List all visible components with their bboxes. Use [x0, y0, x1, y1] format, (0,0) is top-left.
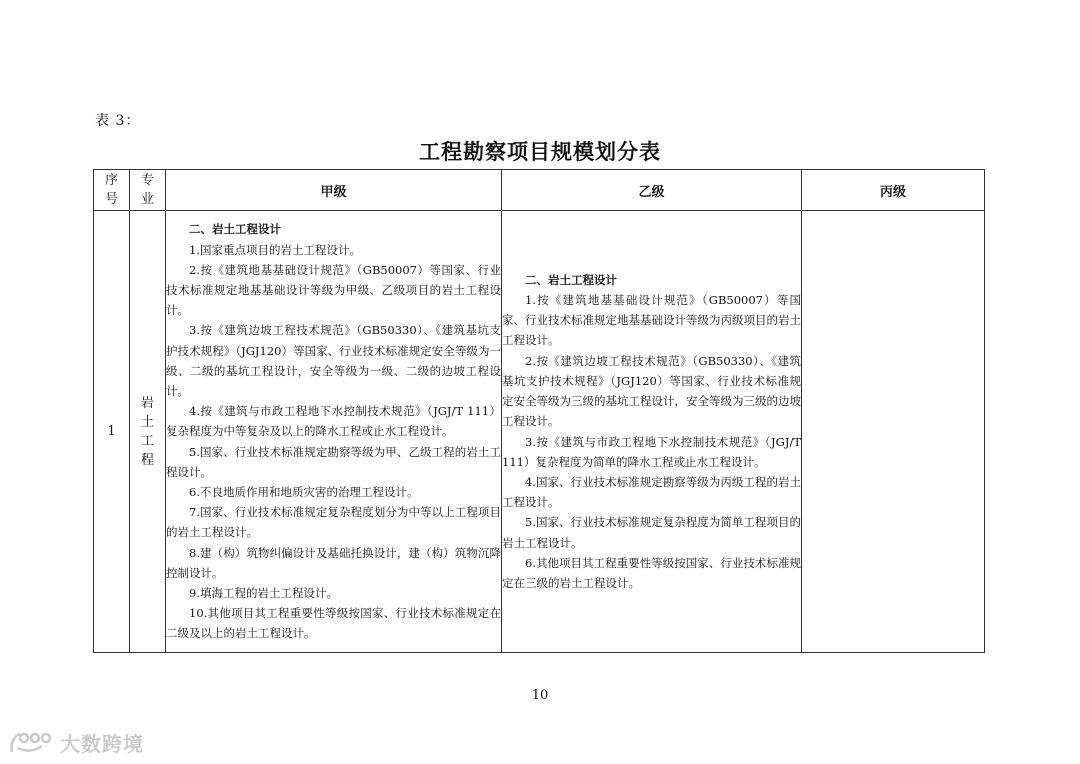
table-label: 表 3： [95, 113, 141, 129]
watermark-text: 大数跨境 [60, 732, 144, 756]
list-item: 1.按《建筑地基基础设计规范》（GB50007）等国家、行业技术标准规定地基基础设计等级为丙级项目的岩土工程设计。 [502, 293, 801, 348]
list-item: 4.按《建筑与市政工程地下水控制技术规范》（JGJ/T 111）复杂程度为中等复杂及以上的降水工程或止水工程设计。 [166, 404, 501, 439]
table-header-row [94, 170, 985, 211]
list-item: 8.建（构）筑物纠偏设计及基础托换设计，建（构）筑物沉降控制设计。 [166, 545, 501, 580]
grade-b-content [502, 270, 801, 593]
header-specialty: 专业 [130, 170, 166, 211]
cell-grade-b [502, 211, 802, 653]
scale-classification-table [93, 169, 985, 653]
header-grade-a: 甲级 [166, 170, 502, 211]
list-item: 3.按《建筑边坡工程技术规范》（GB50330）、《建筑基坑支护技术规程》（JGJ120）等国家、行业技术标准规定安全等级为一级、二级的基坑工程设计，安全等级为一级、二级的边坡工程设计。 [166, 323, 501, 398]
list-item: 3.按《建筑与市政工程地下水控制技术规范》（JGJ/T 111）复杂程度为简单的降水工程或止水工程设计。 [502, 434, 801, 469]
list-item: 6.不良地质作用和地质灾害的治理工程设计。 [189, 485, 419, 499]
page-title: 工程勘察项目规模划分表 [419, 140, 661, 164]
list-item: 6.其他项目其工程重要性等级按国家、行业技术标准规定在三级的岩土工程设计。 [502, 555, 801, 590]
list-item: 4.国家、行业技术标准规定勘察等级为丙级工程的岩土工程设计。 [502, 474, 801, 510]
cell-seq: 1 [94, 211, 130, 653]
cell-specialty: 岩土工程 [130, 211, 166, 653]
table-row [94, 211, 985, 653]
cell-grade-a [166, 211, 502, 653]
list-item: 5.国家、行业技术标准规定复杂程度为简单工程项目的岩土工程设计。 [502, 515, 801, 550]
list-item: 7.国家、行业技术标准规定复杂程度划分为中等以上工程项目的岩土工程设计。 [166, 505, 501, 540]
list-item: 2.按《建筑地基基础设计规范》（GB50007）等国家、行业技术标准规定地基基础设计等级为甲级、乙级项目的岩土工程设计。 [166, 262, 501, 318]
header-seq: 序号 [94, 170, 130, 211]
page-number: 10 [531, 688, 549, 703]
header-grade-c: 丙级 [802, 170, 985, 211]
grade-a-content [166, 219, 501, 643]
section-heading: 二、岩土工程设计 [525, 272, 617, 287]
list-item: 1.国家重点项目的岩土工程设计。 [189, 242, 361, 257]
list-item: 9.填海工程的岩土工程设计。 [189, 586, 338, 601]
list-item: 2.按《建筑边坡工程技术规范》（GB50330）、《建筑基坑支护技术规程》（JGJ120）等国家、行业技术标准规定安全等级为三级的基坑工程设计，安全等级为三级的边坡工程设计。 [502, 353, 801, 429]
cell-grade-c [802, 211, 985, 653]
header-grade-b: 乙级 [502, 170, 802, 211]
list-item: 10.其他项目其工程重要性等级按国家、行业技术标准规定在二级及以上的岩土工程设计。 [166, 606, 501, 641]
section-heading: 二、岩土工程设计 [189, 222, 281, 237]
watermark [8, 728, 144, 757]
watermark-logo-icon [8, 730, 54, 756]
list-item: 5.国家、行业技术标准规定勘察等级为甲、乙级工程的岩土工程设计。 [166, 444, 501, 479]
